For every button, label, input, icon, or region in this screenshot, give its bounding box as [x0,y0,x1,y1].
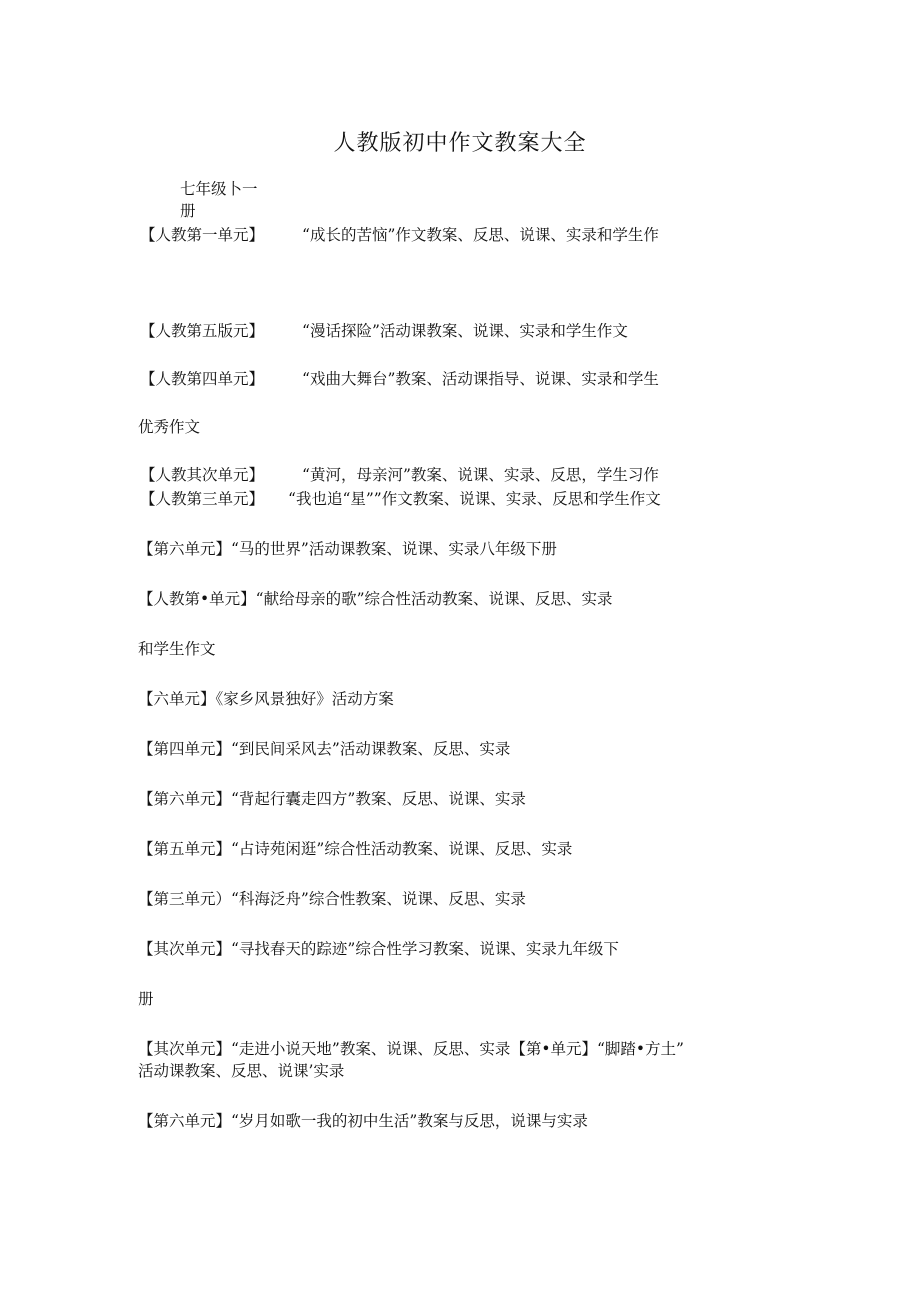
entry-continuation: 优秀作文 [138,418,201,436]
entry-row [140,224,659,246]
entry-text: “我也追“星””作文教案、说课、实录、反思和学生作文 [288,490,661,508]
entry-row: 【人教第•单元】“献给母亲的歌”综合性活动教案、说课、反思、实录 [138,590,613,608]
entry-text: “戏曲大舞台”教案、活动课指导、说课、实录和学生 [302,370,659,388]
grade-label-line1: 七年级卜一 [180,180,258,198]
entry-row: 【第四单元】“到民间采风去”活动课教案、反思、实录 [138,740,511,758]
entry-text: “漫话探险”活动课教案、说课、实录和学生作文 [302,322,628,340]
entry-row [140,488,661,510]
entry-continuation: 和学生作文 [138,640,216,658]
entry-row: 【第三单元）“科海泛舟”综合性教案、说课、反思、实录 [138,890,526,908]
entry-row: 【六单元】《家乡风景独好》活动方案 [138,690,394,708]
entry-row: 【其次单元】“走进小说天地”教案、说课、反思、实录【第•单元】“脚踏•方土” [138,1040,684,1058]
entry-row [140,464,659,486]
grade-label-line2: 册 [180,202,196,220]
entry-text: “黄河，母亲河”教案、说课、实录、反思，学生习作 [302,466,659,484]
entry-row: 【第五单元】“占诗苑闲逛”综合性活动教案、说课、反思、实录 [138,840,573,858]
entry-tag: 【人教第五版元】 [140,322,265,340]
entry-tag: 【人教第四单元】 [140,370,265,388]
entry-row: 【第六单元】“背起行囊走四方”教案、反思、说课、实录 [138,790,526,808]
entry-row: 【第六单元】“马的世界”活动课教案、说课、实录八年级下册 [138,540,557,558]
entry-text: “成长的苦恼”作文教案、反思、说课、实录和学生作 [302,226,659,244]
entry-row: 【第六单元】“岁月如歌一我的初中生活”教案与反思，说课与实录 [138,1112,588,1130]
entry-row [140,320,628,342]
entry-tag: 【人教第一单元】 [140,226,265,244]
entry-row: 【其次单元】“寻找春天的踪迹”综合性学习教案、说课、实录九年级下 [138,940,619,958]
entry-row [140,368,659,390]
entry-tag: 【人教第三单元】 [140,490,265,508]
entry-continuation: 册 [138,990,154,1008]
entry-continuation: 活动课教案、反思、说课’实录 [138,1062,345,1080]
entry-tag: 【人教其次单元】 [140,466,265,484]
page-title: 人教版初中作文教案大全 [333,131,587,156]
